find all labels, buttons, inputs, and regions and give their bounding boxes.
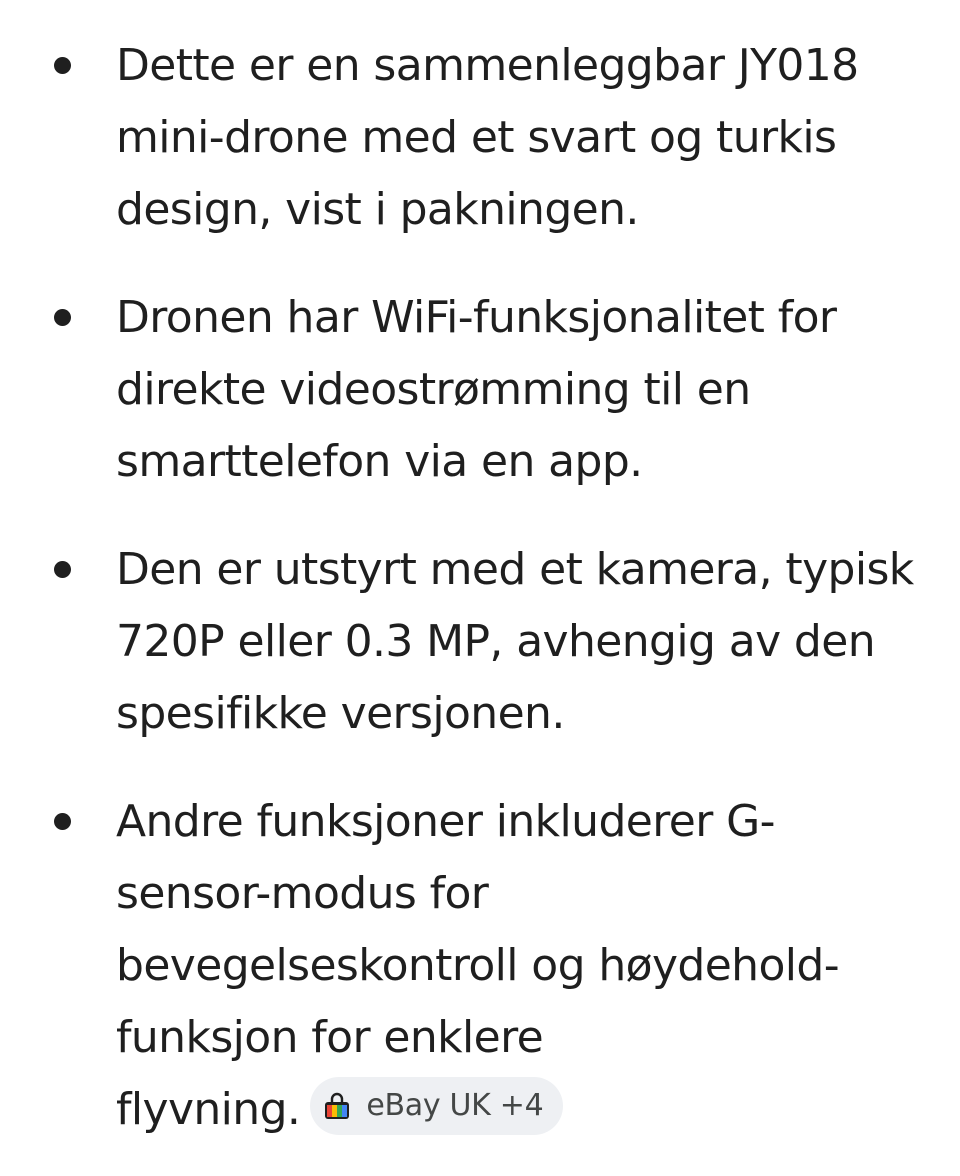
bullet-line: smarttelefon via en app. [116, 436, 643, 487]
bullet-line: 720P eller 0.3 MP, avhengig av den [116, 616, 875, 667]
bullet-line: spesifikke versjonen. [116, 688, 565, 739]
bullet-text [116, 282, 936, 498]
bullet-text [116, 30, 936, 246]
bullet-line: direkte videostrømming til en [116, 364, 751, 415]
source-chip-label: eBay UK +4 [366, 1088, 544, 1123]
bullet-text [116, 534, 936, 750]
bullet-dot [54, 813, 71, 830]
bullet-text [116, 786, 936, 1146]
shopping-bag-icon [322, 1091, 352, 1121]
bullet-line: sensor-modus for [116, 868, 489, 919]
bullet-line: mini-drone med et svart og turkis [116, 112, 837, 163]
bullet-dot [54, 561, 71, 578]
bullet-line: Dronen har WiFi-funksjonalitet for [116, 292, 837, 343]
bullet-line: Den er utstyrt med et kamera, typisk [116, 544, 914, 595]
bullet-line: funksjon for enklere [116, 1012, 544, 1063]
bullet-last-line [116, 1074, 936, 1146]
bullet-dot [54, 309, 71, 326]
bullet-line: bevegelseskontroll og høydehold- [116, 940, 840, 991]
bullet-line: design, vist i pakningen. [116, 184, 639, 235]
bullet-dot [54, 57, 71, 74]
source-chip-button[interactable] [310, 1077, 563, 1135]
bullet-line-text: flyvning. [116, 1084, 301, 1135]
bullet-line: Andre funksjoner inkluderer G- [116, 796, 775, 847]
bullet-line: Dette er en sammenleggbar JY018 [116, 40, 859, 91]
